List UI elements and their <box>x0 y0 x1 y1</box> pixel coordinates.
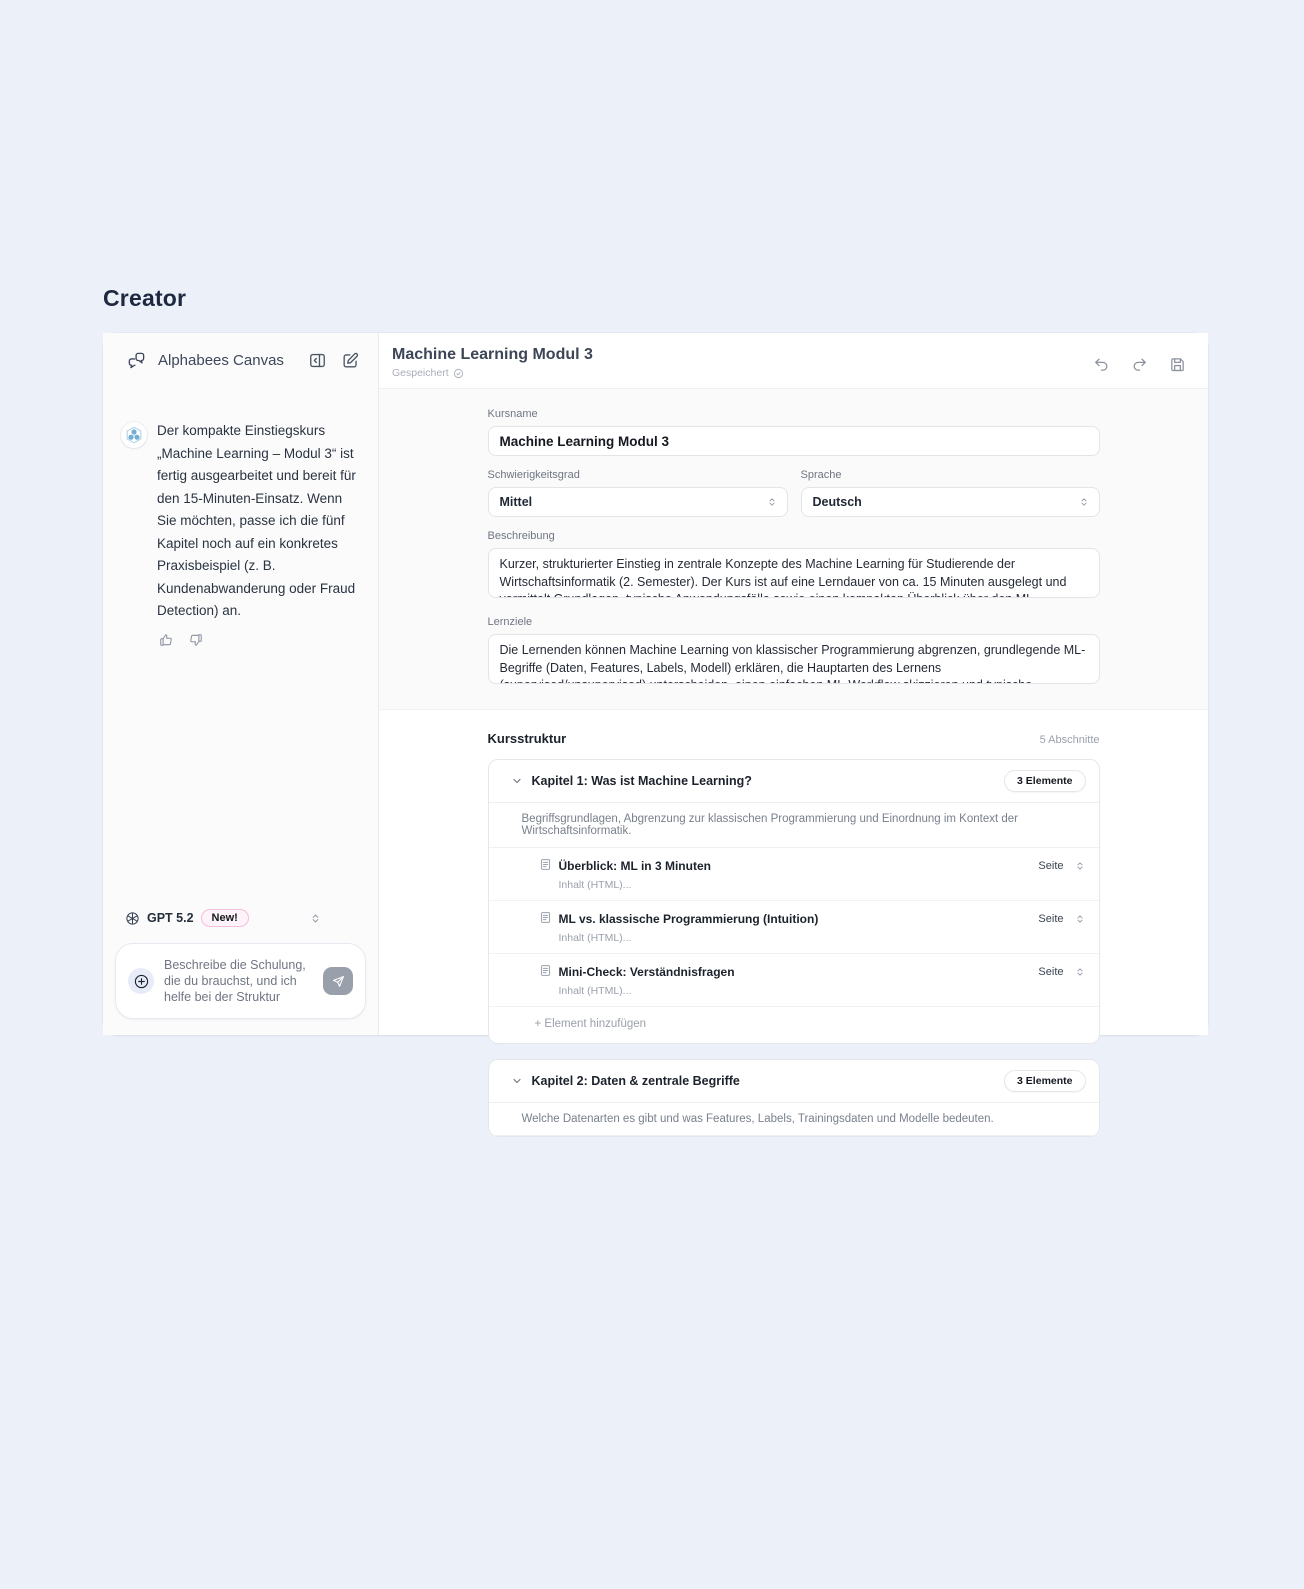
chapter-element-badge: 3 Elemente <box>1004 770 1085 792</box>
element-type-value: Seite <box>1038 913 1064 925</box>
chapter-description: Begriffsgrundlagen, Abgrenzung zur klassischen Programmierung und Einordnung im Kontext der Wirtschaftsinformatik. <box>489 803 1099 848</box>
model-name: GPT 5.2 <box>147 911 194 925</box>
save-button[interactable] <box>1167 354 1188 375</box>
select-caret-icon <box>767 497 777 507</box>
document-icon <box>539 964 552 977</box>
lernziele-label: Lernziele <box>487 616 533 628</box>
editor-actions <box>1091 346 1188 375</box>
select-caret-icon <box>1079 497 1089 507</box>
document-icon <box>539 858 552 871</box>
collapse-panel-button[interactable] <box>306 349 329 372</box>
chat-sidebar <box>103 333 379 1035</box>
creator-app-window <box>103 333 1208 1125</box>
chapter-element-badge: 3 Elemente <box>1004 1070 1085 1092</box>
page-title: Creator <box>103 285 187 311</box>
chapter-header[interactable] <box>489 760 1099 803</box>
send-button[interactable] <box>323 967 353 995</box>
course-structure <box>379 710 1208 1152</box>
chat-composer <box>115 943 366 1019</box>
lernziele-textarea[interactable] <box>488 634 1100 684</box>
model-selector[interactable] <box>103 903 378 933</box>
course-form <box>379 389 1208 710</box>
alphabees-logo-icon <box>124 425 144 445</box>
chevron-down-icon <box>511 775 523 787</box>
redo-button[interactable] <box>1129 354 1150 375</box>
element-type-value: Seite <box>1038 860 1064 872</box>
assistant-avatar <box>121 422 147 448</box>
document-icon <box>539 911 552 924</box>
select-caret-icon <box>1075 861 1085 871</box>
model-caret-icon <box>308 911 323 926</box>
element-type-select[interactable] <box>1038 860 1084 872</box>
model-new-badge: New! <box>201 909 249 927</box>
thumbs-down-icon[interactable] <box>187 631 205 649</box>
schwierigkeitsgrad-label: Schwierigkeitsgrad <box>487 469 580 481</box>
sprache-select[interactable] <box>801 487 1100 517</box>
undo-button[interactable] <box>1091 354 1112 375</box>
chapter-card <box>488 1059 1100 1137</box>
save-status-text: Gespeichert <box>392 367 449 379</box>
element-title: Überblick: ML in 3 Minuten <box>558 859 711 873</box>
element-subtitle: Inhalt (HTML)... <box>558 879 632 891</box>
editor-header <box>379 333 1208 389</box>
save-status <box>392 367 1091 379</box>
chapter-description: Welche Datenarten es gibt und was Features, Labels, Trainingsdaten und Modelle bedeuten. <box>489 1103 1099 1136</box>
model-icon <box>125 911 140 926</box>
element-type-select[interactable] <box>1038 913 1084 925</box>
element-row[interactable] <box>489 848 1099 901</box>
add-element-button[interactable]: + Element hinzufügen <box>489 1007 661 1043</box>
redo-icon <box>1131 356 1148 373</box>
plus-circle-icon <box>133 973 150 990</box>
chevron-down-icon <box>511 1075 523 1087</box>
chat-input[interactable]: Beschreibe die Schulung, die du brauchst, und ich helfe bei der Struktur <box>164 958 306 1004</box>
assistant-message <box>157 420 364 903</box>
structure-title: Kursstruktur <box>487 731 567 746</box>
sidebar-header <box>103 333 378 382</box>
undo-icon <box>1093 356 1110 373</box>
chapter-title: Kapitel 2: Daten & zentrale Begriffe <box>531 1074 740 1088</box>
chapter-header[interactable] <box>489 1060 1099 1103</box>
select-caret-icon <box>1075 967 1085 977</box>
sprache-label: Sprache <box>800 469 842 481</box>
element-title: Mini-Check: Verständnisfragen <box>558 965 735 979</box>
sidebar-title: Alphabees Canvas <box>158 352 284 369</box>
element-subtitle: Inhalt (HTML)... <box>558 932 632 944</box>
message-feedback <box>157 631 364 649</box>
element-row[interactable] <box>489 901 1099 954</box>
element-title: ML vs. klassische Programmierung (Intuition) <box>558 912 819 926</box>
element-type-select[interactable] <box>1038 966 1084 978</box>
element-subtitle: Inhalt (HTML)... <box>558 985 632 997</box>
structure-count: 5 Abschnitte <box>1039 734 1100 746</box>
element-type-value: Seite <box>1038 966 1064 978</box>
beschreibung-textarea[interactable] <box>488 548 1100 598</box>
kursname-label: Kursname <box>487 408 538 420</box>
element-row[interactable] <box>489 954 1099 1007</box>
attach-plus-button[interactable] <box>128 968 154 994</box>
select-caret-icon <box>1075 914 1085 924</box>
chat-message-list <box>103 382 378 903</box>
kursname-input[interactable] <box>488 426 1100 456</box>
chapter-title: Kapitel 1: Was ist Machine Learning? <box>531 774 752 788</box>
check-circle-icon <box>453 368 464 379</box>
schwierigkeitsgrad-value: Mittel <box>499 495 533 509</box>
chat-bubbles-icon <box>125 349 148 372</box>
course-title: Machine Learning Modul 3 <box>392 346 593 363</box>
course-editor-panel <box>379 333 1208 1125</box>
send-icon <box>332 975 345 988</box>
new-chat-button[interactable] <box>339 349 362 372</box>
thumbs-up-icon[interactable] <box>157 631 175 649</box>
beschreibung-label: Beschreibung <box>487 530 555 542</box>
assistant-message-text: Der kompakte Einstiegskurs „Machine Learning – Modul 3“ ist fertig ausgearbeitet und bereit für den 15-Minuten-Einsatz. Wenn Sie möchten, passe ich die fünf Kapitel noch auf ein konkretes Praxisbeispiel (z. B. Kundenabwanderung oder Fraud Detection) an. <box>157 423 356 618</box>
chapter-card <box>488 759 1100 1044</box>
sprache-value: Deutsch <box>812 495 862 509</box>
schwierigkeitsgrad-select[interactable] <box>488 487 788 517</box>
save-disk-icon <box>1169 356 1186 373</box>
